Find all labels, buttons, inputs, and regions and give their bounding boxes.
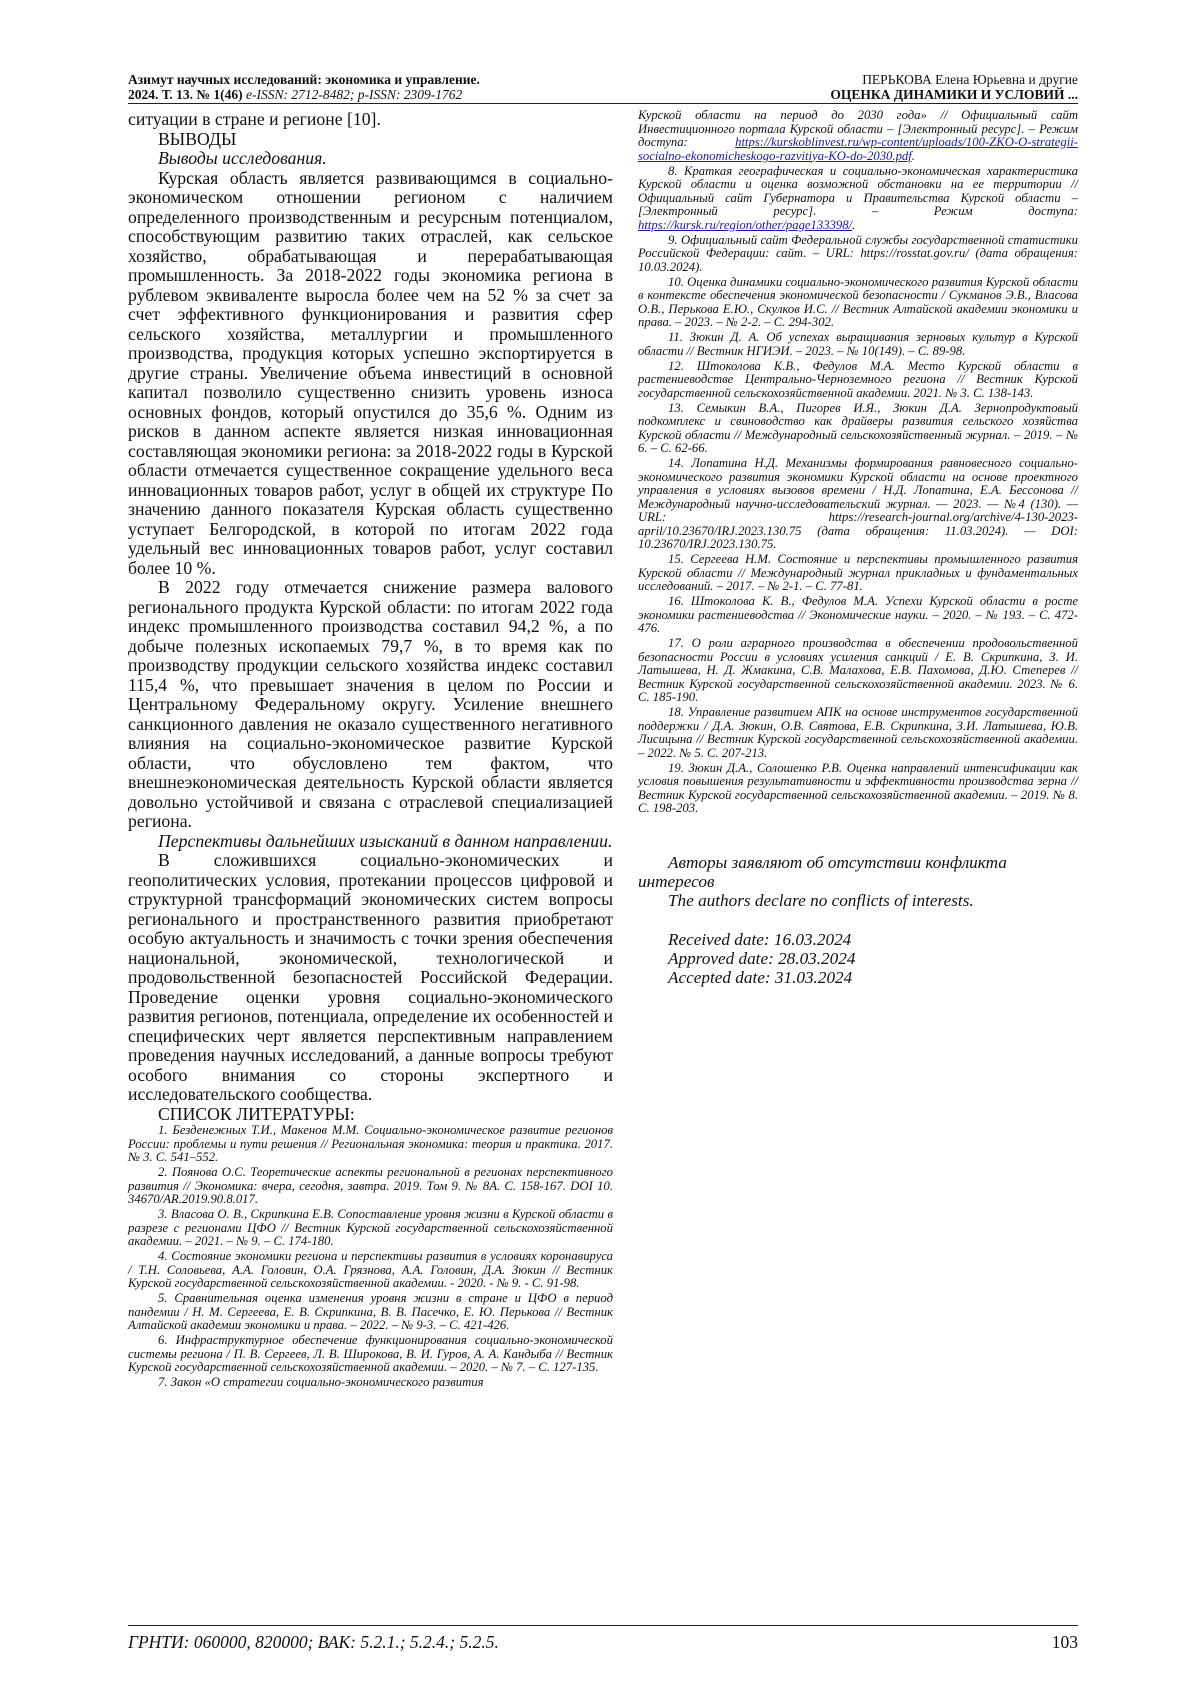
reference-item: 19. Зюкин Д.А., Солошенко Р.В. Оценка направлений интенсификации как условия повышения результативности и эффективности производства зерна // Вестник Курской государственной сельскохозяйственной академии. – 2019. № 8. С. 198-203. xyxy=(638,760,1078,815)
header-rule xyxy=(128,103,1078,104)
volume-issue: 2024. Т. 13. № 1(46) xyxy=(128,87,243,102)
reference-item: 6. Инфраструктурное обеспечение функционирования социально-экономической системы региона / П. В. Сергеев, Л. В. Широкова, В. И. Гуров, А. А. Кандыба // Вестник Курской государственной сельскохозяйственной академии. – 2020. – № 7. – С. 127-135. xyxy=(128,1333,613,1374)
body-paragraph: Курская область является развивающимся в социально-экономическом отношении регионом с наличием определенного производственным и ресурсным потенциалом, способствующим развитию таких отраслей, как сельское хозяйство, обрабатывающая и перерабатывающая промышленность. За 2018-2022 годы экономика региона в рублевом эквиваленте выросла более чем на 52 % за счет за счет эффективного функционирования и развития сфер сельского хозяйства, металлургии и промышленного производства, продукция которых успешно экспортируется в другие страны. Увеличение объема инвестиций в основной капитал позволило существенно снизить уровень износа основных фондов, который опустился до 35,6 %. Одним из рисков в данном аспекте является низкая инновационная составляющая экономики региона: за 2018-2022 годы в Курской области отмечается существенное сокращение удельного веса инновационных товаров работ, услуг в общей их структуре По значению данного показателя Курская область существенно уступает Белгородской, в которой по итогам 2022 года удельный вес инновационных товаров работ, услуг составил более 10 %. xyxy=(128,167,613,578)
body-paragraph: В сложившихся социально-экономических и геополитических условия, протекании процессов цифровой и структурной трансформаций экономических систем вопросы регионального и пространственного развития приобретают особую актуальность и значимость с точки зрения обеспечения национальной, экономической, технологической и продовольственной безопасностей Российской Федерации. Проведение оценки уровня социально-экономического развития регионов, потенциала, определение их особенностей и специфических черт является перспективным направлением проведения научных исследований, а данные вопросы требуют особого внимания со стороны экспертного и исследовательского сообщества. xyxy=(128,850,613,1104)
conclusions-heading: ВЫВОДЫ xyxy=(158,128,237,149)
reference-item: 11. Зюкин Д. А. Об успехах выращивания зерновых культур в Курской области // Вестник НГИЭИ. – 2023. – № 10(149). – С. 89-98. xyxy=(638,330,1078,358)
reference-item: 18. Управление развитием АПК на основе инструментов государственной поддержки / Д.А. Зюкин, О.В. Святова, Е.В. Скрипкина, З.И. Латышева, Ю.В. Лисицына // Вестник Курской государственной сельскохозяйственной академии. – 2022. № 5. С. 207-213. xyxy=(638,705,1078,760)
reference-item: 13. Семыкин В.А., Пигорев И.Я., Зюкин Д.А. Зернопродуктовый подкомплекс и свиноводство как драйверы развития сельского хозяйства Курской области // Международный сельскохозяйственный журнал. – 2019. – № 6. – С. 62-66. xyxy=(638,400,1078,455)
reference-text: Курской области на период до 2030 года» // Официальный сайт Инвестиционного портала Курской области – [Электронный ресурс]. – Режим доступа: xyxy=(638,108,1078,149)
references-heading: СПИСОК ЛИТЕРАТУРЫ: xyxy=(158,1103,355,1124)
reference-item: 5. Сравнительная оценка изменения уровня жизни в стране и ЦФО в период пандемии / Н. М. Сергеева, Е. В. Скрипкина, В. В. Пасечко, Е. Ю. Перькова // Вестник Алтайской академии экономики и права. – 2022. – № 9-3. – С. 421-426. xyxy=(128,1291,613,1332)
prospects-subheading: Перспективы дальнейших изысканий в данном направлении. xyxy=(158,830,613,851)
article-dates xyxy=(638,930,1078,987)
classification-codes: ГРНТИ: 060000, 820000; ВАК: 5.2.1.; 5.2.4.; 5.2.5. xyxy=(128,1632,499,1652)
received-date: Received date: 16.03.2024 xyxy=(668,930,852,949)
journal-issue xyxy=(128,87,480,102)
page-number: 103 xyxy=(1051,1632,1078,1652)
header-article-title: ОЦЕНКА ДИНАМИКИ И УСЛОВИЙ ... xyxy=(830,87,1078,102)
reference-text: . xyxy=(852,217,856,232)
body-paragraph: В 2022 году отмечается снижение размера валового регионального продукта Курской области: по итогам 2022 года индекс промышленного производства составил 94,2 %, а по добыче полезных ископаемых 79,7 %, в то время как по производству продукции сельского хозяйства индекс составил 115,4 %, что превышает значения в целом по России и Центральному Федеральному округу. Усиление внешнего санкционного давления не оказало существенного негативного влияния на социально-экономическое развитие Курской области, что обусловлено тем фактом, что внешнеэкономическая деятельность Курской области является довольно устойчивой и связана с отраслевой специализацией региона. xyxy=(128,577,613,831)
reference-item: 4. Состояние экономики региона и перспективы развития в условиях коронавируса / Т.Н. Соловьева, А.А. Головин, О.А. Грязнова, А.А. Головин, Д.А. Зюкин // Вестник Курской государственной сельскохозяйственной академии. - 2020. - № 9. - С. 91-98. xyxy=(128,1249,613,1290)
reference-item: 7. Закон «О стратегии социально-экономического развития xyxy=(158,1375,484,1389)
header-authors: ПЕРЬКОВА Елена Юрьевна и другие xyxy=(862,72,1078,87)
reference-item: 17. О роли аграрного производства в обеспечении продовольственной безопасности России в условиях усиления санкций / Е. В. Скрипкина, З. И. Латышева, Н. Д. Жмакина, С.В. Малахова, Е.В. Пахомова, Д.Ю. Степерев // Вестник Курской государственной сельскохозяйственной академии. 2023. № 6. С. 185-190. xyxy=(638,636,1078,704)
reference-item xyxy=(638,165,1078,233)
issn: e-ISSN: 2712-8482; p-ISSN: 2309-1762 xyxy=(245,87,463,102)
accepted-date: Accepted date: 31.03.2024 xyxy=(668,968,853,987)
reference-item: 2. Поянова О.С. Теоретические аспекты региональной в регионах перспективного развития // Экономика: вчера, сегодня, завтра. 2019. Том 9. № 8А. С. 158-167. DOI 10. 34670/AR.2019.90.8.017. xyxy=(128,1165,613,1206)
intro-paragraph: ситуации в стране и регионе [10]. xyxy=(128,109,381,129)
reference-item: 16. Штоколова К. В., Федулов М.А. Успехи Курской области в росте экономики растениеводства // Экономические науки. – 2020. – № 193. – С. 472-476. xyxy=(638,594,1078,635)
reference-item: 14. Лопатина Н.Д. Механизмы формирования равновесного социально-экономического развития экономики Курской области на основе проектного управления в условиях вызовов времени / Н.Д. Лопатина, Е.А. Бессонова // Международный научно-исследовательский журнал. — 2023. — №4 (130). — URL: https://research-journal.org/archive/4-130-2023-april/10.23670/IRJ.2023.130.75 (дата обращения: 11.03.2024). — DOI: 10.23670/IRJ.2023.130.75. xyxy=(638,456,1078,551)
reference-item: 12. Штоколова К.В., Федулов М.А. Место Курской области в растениеводстве Центрально-Черноземного региона // Вестник Курской государственной сельскохозяйственной академии. 2021. № 3. С. 138-143. xyxy=(638,358,1078,400)
left-column xyxy=(128,110,613,1391)
reference-item: 9. Официальный сайт Федеральной службы государственной статистики Российской Федерации: сайт. – URL: https://rosstat.gov.ru/ (дата обращения: 10.03.2024). xyxy=(638,232,1078,274)
running-header-right xyxy=(830,72,1078,102)
reference-item-continued xyxy=(638,109,1078,163)
reference-item: 1. Безденежных Т.И., Макенов М.М. Социально-экономическое развитие регионов России: проблемы и пути решения // Региональная экономика: теория и практика. 2017. № 3. С. 541–552. xyxy=(128,1123,613,1164)
approved-date: Approved date: 28.03.2024 xyxy=(668,949,856,968)
conflict-statement-ru: Авторы заявляют об отсутствии конфликта интересов xyxy=(638,853,1007,891)
right-column xyxy=(638,109,1078,987)
conflict-statement-en: The authors declare no conflicts of interests. xyxy=(668,891,974,910)
footer-rule xyxy=(128,1625,1078,1626)
reference-item: 3. Власова О. В., Скрипкина Е.В. Сопоставление уровня жизни в Курской области в разрезе с регионами ЦФО // Вестник Курской государственной сельскохозяйственной академии. – 2021. – № 9. – С. 174-180. xyxy=(128,1207,613,1248)
reference-item: 10. Оценка динамики социально-экономического развития Курской области в контексте обеспечения экономической безопасности / Сукманов Э.В., Власова О.В., Перькова Е.Ю., Скулков И.С. // Вестник Алтайской академии экономики и права. – 2023. – № 2-2. – С. 294-302. xyxy=(638,274,1078,329)
reference-link[interactable]: https://kurskoblinvest.ru/wp-content/uploads/100-ZKO-O-strategii-socialno-ekonomicheskogo-razvitiya-KO-do-2030.pdf xyxy=(638,135,1078,163)
journal-name: Азимут научных исследований: экономика и управление. xyxy=(128,72,480,87)
running-header-left xyxy=(128,72,480,102)
spacer xyxy=(638,817,1078,853)
reference-text: 8. Краткая географическая и социально-экономическая характеристика Курской области и оценка возможной обстановки на ее территории // Официальный сайт Губернатора и Правительства Курской области – [Электронный ресурс]. – Режим доступа: xyxy=(638,163,1078,218)
conclusions-subheading: Выводы исследования. xyxy=(158,148,327,168)
reference-link[interactable]: https://kursk.ru/region/other/page133398/ xyxy=(638,217,853,232)
reference-text: . xyxy=(911,148,915,163)
reference-item: 15. Сергеева Н.М. Состояние и перспективы промышленного развития Курской области // Международный журнал прикладных и фундаментальных исследований. – 2017. – № 2-1. – С. 77-81. xyxy=(638,552,1078,593)
